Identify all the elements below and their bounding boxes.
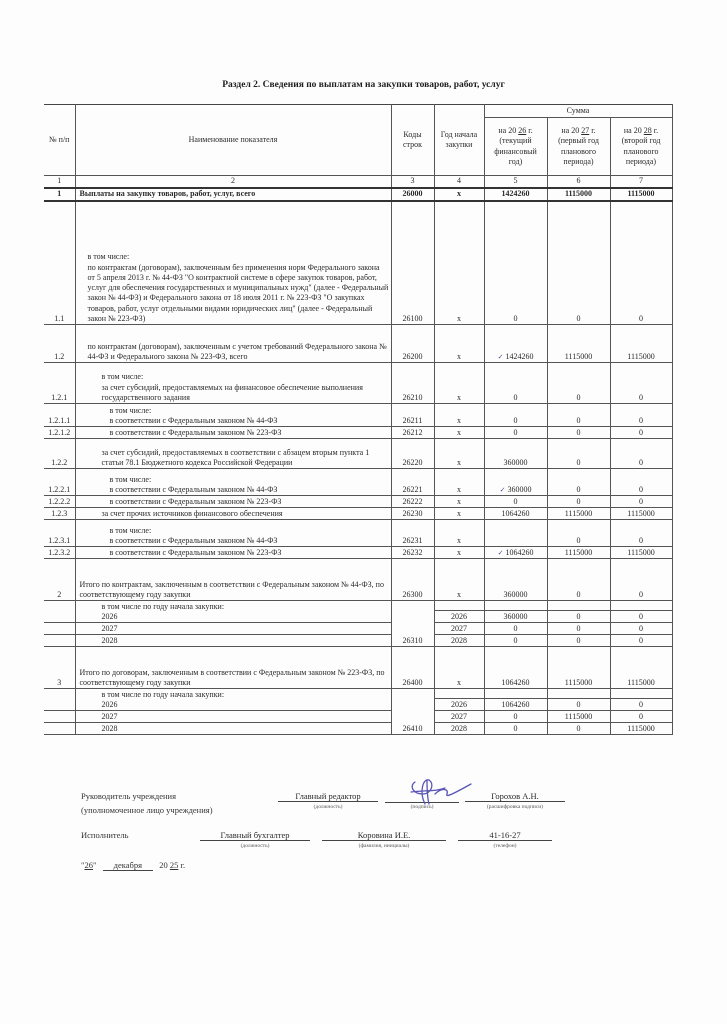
report-date: "26" декабря 20 25 г. — [81, 860, 186, 870]
exec-phone: 41-16-27 — [458, 830, 552, 841]
header-code: Коды строк — [391, 105, 434, 176]
date-day: 26 — [84, 860, 93, 870]
handwritten-signature-icon — [405, 776, 475, 808]
head-name: Горохов А.Н. — [465, 791, 565, 802]
table-row-3-year-2026: 2026 1064260 0 0 — [44, 699, 672, 711]
header-num: № п/п — [44, 105, 75, 176]
table-row-3: 3 Итого по договорам, заключенным в соответствии с Федеральным законом № 223-ФЗ, по соответствующему году закупки 26400 x 1064260 1115000 1115000 — [44, 647, 672, 689]
signature-block: Руководитель учреждения (уполномоченное лицо учреждения) Главный редактор (должность) (подпись) Горохов А.Н. (расшифровка подписи) Исполнитель Главный бухгалтер (должность) Коровина И.Е. (фамилия, инициалы) 41-16-27 (телефон) "26" декабря 20 25 г. — [0, 0, 727, 1024]
section-title: Раздел 2. Сведения по выплатам на закупки товаров, работ, услуг — [222, 80, 505, 90]
header-name: Наименование показателя — [75, 105, 391, 176]
header-col6: на 20 27 г. (первый год планового периода) — [547, 118, 610, 176]
exec-name: Коровина И.Е. — [322, 830, 446, 841]
table-row-3-year-2028: 2028 2028 0 0 1115000 — [44, 723, 672, 735]
table-row-1-2: 1.2 по контрактам (договорам), заключенным с учетом требований Федерального закона № 44-ФЗ и Федерального закона № 223-ФЗ, всего 26200 x ✓ 1424260 1115000 1115000 — [44, 325, 672, 363]
table-row-1-1: 1.1 в том числе: по контрактам (договорам), заключенным без применения норм Федерального закона от 5 апреля 2013 г. № 44-ФЗ "О контрактной системе в сфере закупок товаров, работ, услуг для обеспечения государственных и муниципальных нужд" (далее - Федеральный закон № 44-ФЗ) и Федерального закона от 18 июля 2011 г. № 223-ФЗ "О закупках товаров, работ, услуг отдельными видами юридических лиц" (далее - Федеральный закон № 223-ФЗ) 26100 x 0 0 0 — [44, 201, 672, 325]
head-position: Главный редактор — [278, 791, 378, 802]
table-row-1-2-3: 1.2.3 за счет прочих источников финансового обеспечения 26230 x 1064260 1115000 1115000 — [44, 508, 672, 520]
exec-label: Исполнитель — [81, 830, 129, 840]
table-row-1-2-2-2: 1.2.2.2 в соответствии с Федеральным законом № 223-ФЗ 26222 x 0 0 0 — [44, 496, 672, 508]
check-mark-icon: ✓ — [497, 352, 504, 361]
table-row-2-sub-header: в том числе по году начала закупки: 2026 26310 — [44, 601, 672, 611]
header-year: Год начала закупки — [434, 105, 484, 176]
table-row-2-year-2028: 2028 2028 0 0 0 — [44, 635, 672, 647]
table-row-1-2-1-2: 1.2.1.2 в соответствии с Федеральным законом № 223-ФЗ 26212 x 0 0 0 — [44, 427, 672, 439]
head-label: Руководитель учреждения — [81, 791, 177, 801]
table-row-2: 2 Итого по контрактам, заключенным в соответствии с Федеральным законом № 44-ФЗ, по соответствующему году закупки 26300 x 360000 0 0 — [44, 559, 672, 601]
header-col5: на 20 26 г. (текущий финансовый год) — [484, 118, 547, 176]
table-row-3-year-2027: 2027 2027 0 1115000 0 — [44, 711, 672, 723]
table-row-2-year-2026: 2026 360000 0 0 — [44, 611, 672, 623]
table-row-1-2-3-2: 1.2.3.2 в соответствии с Федеральным законом № 223-ФЗ 26232 x ✓ 1064260 1115000 1115000 — [44, 547, 672, 559]
table-row-1-2-2-1: 1.2.2.1 в том числе: в соответствии с Федеральным законом № 44-ФЗ 26221 x ✓ 360000 0 0 — [44, 469, 672, 496]
table-row-1: 1 Выплаты на закупку товаров, работ, услуг, всего 26000 x 1424260 1115000 1115000 — [44, 188, 672, 201]
exec-position: Главный бухгалтер — [200, 830, 310, 841]
header-col7: на 20 28 г. (второй год планового периода) — [610, 118, 672, 176]
table-row-1-2-1: 1.2.1 в том числе: за счет субсидий, предоставляемых на финансовое обеспечение выполнения государственного задания 26210 x 0 0 0 — [44, 363, 672, 404]
date-year: 25 — [169, 860, 179, 870]
table-row-3-sub-header: в том числе по году начала закупки: 2026 26410 — [44, 689, 672, 699]
header-sum: Сумма — [484, 105, 672, 118]
check-mark-icon: ✓ — [499, 485, 506, 494]
head-label-sub: (уполномоченное лицо учреждения) — [81, 805, 213, 815]
table-row-2-year-2027: 2027 2027 0 0 0 — [44, 623, 672, 635]
column-numbers-row: 1 2 3 4 5 6 7 — [44, 176, 672, 188]
check-mark-icon: ✓ — [497, 548, 504, 557]
date-month: декабря — [103, 860, 153, 871]
table-row-1-2-1-1: 1.2.1.1 в том числе: в соответствии с Федеральным законом № 44-ФЗ 26211 x 0 0 0 — [44, 404, 672, 427]
table-row-1-2-2: 1.2.2 за счет субсидий, предоставляемых в соответствии с абзацем вторым пункта 1 статьи 78.1 Бюджетного кодекса Российской Федерации 26220 x 360000 0 0 — [44, 439, 672, 469]
table-row-1-2-3-1: 1.2.3.1 в том числе: в соответствии с Федеральным законом № 44-ФЗ 26231 x 0 0 — [44, 520, 672, 547]
